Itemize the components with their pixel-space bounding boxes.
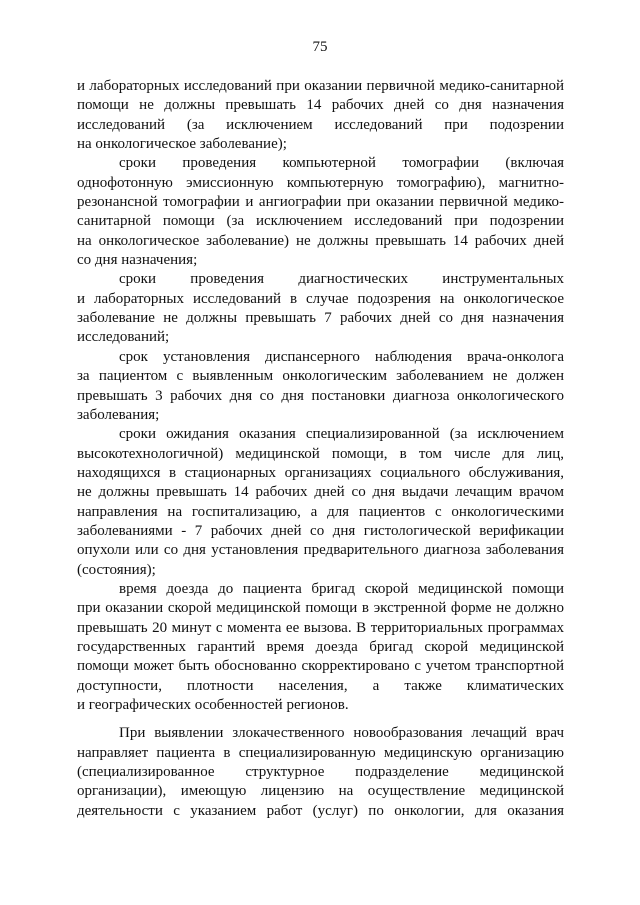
text-line: При выявлении злокачественного новообразования лечащий врач [119,725,564,742]
text-line: направляет пациента в специализированную медицинскую организацию [77,744,564,761]
text-line: (специализированное структурное подразделение медицинской [77,764,564,781]
text-line: сроки проведения компьютерной томографии (включая [119,155,564,172]
paragraph [77,77,564,154]
text-line: находящихся в стационарных организациях социального обслуживания, [77,464,564,481]
document-body [77,77,564,821]
text-line: и лабораторных исследований в случае подозрения на онкологическое [77,290,564,307]
paragraph [77,724,564,821]
text-line: исследований; [77,329,170,346]
text-line: срок установления диспансерного наблюдения врача-онколога [119,348,564,365]
text-line: деятельности с указанием работ (услуг) по онкологии, для оказания [77,802,564,819]
text-line: направления на госпитализацию, а для пациентов с онкологическими [77,503,564,520]
text-line: заболевания; [77,406,160,423]
text-line: и лабораторных исследований при оказании первичной медико-санитарной [77,78,564,94]
text-line: санитарной помощи (за исключением исследований при подозрении [77,213,564,230]
text-line: государственных гарантий время доезда бригад скорой медицинской [77,638,564,655]
text-line: не должны превышать 14 рабочих дней со дня выдачи лечащим врачом [77,484,564,501]
text-line: сроки проведения диагностических инструментальных [119,271,564,288]
paragraph [77,348,564,425]
text-line: заболеваниями - 7 рабочих дней со дня гистологической верификации [77,522,564,539]
text-line: на онкологическое заболевание) не должны превышать 14 рабочих дней [77,232,564,249]
text-line: на онкологическое заболевание); [77,136,287,153]
text-line: при оказании скорой медицинской помощи в экстренной форме не должно [77,600,564,617]
text-line: заболевание не должны превышать 7 рабочих дней со дня назначения [77,310,564,327]
text-line: помощи может быть обоснованно скорректировано с учетом транспортной [77,658,564,675]
text-line: превышать 20 минут с момента ее вызова. В территориальных программах [77,619,564,636]
text-line: высокотехнологичной) медицинской помощи, в том числе для лиц, [77,445,564,462]
text-line: организации), имеющую лицензию на осуществление медицинской [77,783,564,800]
paragraph [77,270,564,347]
paragraph [77,580,564,715]
text-line: исследований (за исключением исследований при подозрении [77,116,564,133]
paragraph [77,154,564,270]
text-line: превышать 3 рабочих дня со дня постановки диагноза онкологического [77,387,564,404]
page-number: 75 [312,39,328,55]
text-line: однофотонную эмиссионную компьютерную томографию), магнитно- [77,174,564,191]
text-line: сроки ожидания оказания специализированной (за исключением [119,426,564,443]
text-line: доступности, плотности населения, а также климатических [77,677,564,694]
text-line: (состояния); [77,561,156,578]
paragraph [77,425,564,580]
text-line: опухоли или со дня установления предварительного диагноза заболевания [77,542,564,559]
text-line: резонансной томографии и ангиографии при оказании первичной медико- [77,194,564,211]
text-line: и географических особенностей регионов. [77,697,349,713]
text-line: за пациентом с выявленным онкологическим заболеванием не должен [77,368,564,385]
text-line: со дня назначения; [77,252,198,269]
text-line: время доезда до пациента бригад скорой медицинской помощи [119,580,564,597]
text-line: помощи не должны превышать 14 рабочих дней со дня назначения [77,97,564,114]
